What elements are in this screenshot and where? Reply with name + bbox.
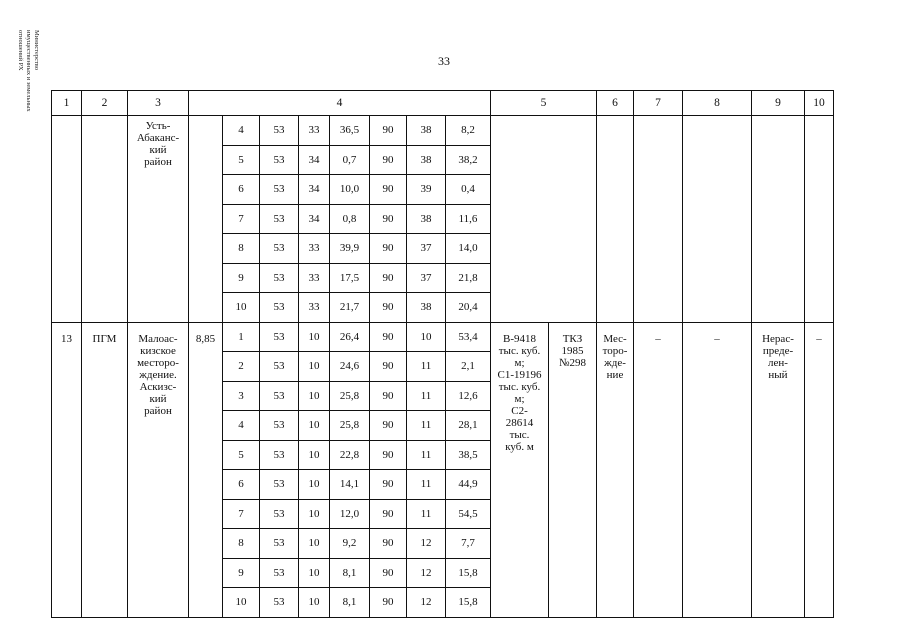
- empty-cell: [634, 116, 683, 323]
- coord-cell: 5: [223, 440, 260, 470]
- stamp-line-3: отношений РХ: [17, 30, 24, 71]
- coord-cell: 10: [299, 381, 330, 411]
- coord-cell: 11: [407, 499, 446, 529]
- coord-cell: 1: [223, 322, 260, 352]
- col8-value: –: [683, 322, 752, 617]
- coord-cell: 10: [223, 293, 260, 323]
- stamp-line-2: имущественных и земельных: [25, 30, 32, 112]
- coord-cell: 44,9: [446, 470, 491, 500]
- header-cell: 8: [683, 91, 752, 116]
- coord-cell: 53: [260, 352, 299, 382]
- district-name-line: Усть-: [145, 120, 171, 132]
- table-row: [52, 322, 834, 352]
- coord-cell: 53: [260, 499, 299, 529]
- coord-cell: 17,5: [330, 263, 370, 293]
- license-status: [752, 322, 805, 617]
- deposit-name-line: ждение.: [139, 368, 177, 381]
- reserves-line: тыс. куб.: [498, 380, 541, 393]
- coord-cell: 4: [223, 116, 260, 146]
- header-cell: 10: [805, 91, 834, 116]
- coord-cell: 10: [223, 588, 260, 618]
- coord-cell: 9: [223, 263, 260, 293]
- area-value: 8,85: [189, 322, 223, 617]
- reserves-line: куб. м: [505, 440, 534, 453]
- coord-cell: 90: [370, 175, 407, 205]
- coord-cell: 11: [407, 381, 446, 411]
- coord-cell: 12,0: [330, 499, 370, 529]
- coord-cell: 53: [260, 175, 299, 205]
- reserves: [491, 322, 549, 617]
- coord-cell: 8,2: [446, 116, 491, 146]
- district-name: [128, 116, 189, 323]
- district-name-line: район: [144, 156, 172, 168]
- approval-protocol-line: №298: [559, 356, 586, 369]
- coord-cell: 33: [299, 293, 330, 323]
- side-stamp: [4, 30, 40, 120]
- coord-cell: 8: [223, 529, 260, 559]
- coord-cell: 90: [370, 204, 407, 234]
- coord-cell: 14,0: [446, 234, 491, 264]
- reserves-line: тыс. куб.: [498, 344, 541, 357]
- header-cell: 6: [597, 91, 634, 116]
- empty-cell: [189, 116, 223, 323]
- coord-cell: 11,6: [446, 204, 491, 234]
- coord-cell: 12: [407, 558, 446, 588]
- license-status-line: ный: [768, 368, 788, 381]
- coord-cell: 20,4: [446, 293, 491, 323]
- coord-cell: 7,7: [446, 529, 491, 559]
- header-cell: 9: [752, 91, 805, 116]
- coord-cell: 5: [223, 145, 260, 175]
- coord-cell: 21,7: [330, 293, 370, 323]
- coord-cell: 54,5: [446, 499, 491, 529]
- coord-cell: 53: [260, 411, 299, 441]
- coord-cell: 38: [407, 293, 446, 323]
- coord-cell: 4: [223, 411, 260, 441]
- coord-cell: 37: [407, 263, 446, 293]
- coord-cell: 10: [299, 558, 330, 588]
- object-kind-line: торо-: [602, 344, 628, 357]
- coord-cell: 8,1: [330, 588, 370, 618]
- coord-cell: 34: [299, 204, 330, 234]
- license-status-line: Нерас-: [762, 332, 794, 345]
- coord-cell: 7: [223, 499, 260, 529]
- coord-cell: 10: [299, 440, 330, 470]
- coord-cell: 90: [370, 440, 407, 470]
- approval-protocol-line: ТКЗ: [562, 332, 583, 345]
- coord-cell: 53: [260, 529, 299, 559]
- coord-cell: 53: [260, 293, 299, 323]
- reserves-line: С1-19196: [497, 368, 542, 381]
- license-status-line: преде-: [762, 344, 794, 357]
- header-cell: 3: [128, 91, 189, 116]
- coord-cell: 10: [407, 322, 446, 352]
- license-status-line: лен-: [768, 356, 788, 369]
- coord-cell: 37: [407, 234, 446, 264]
- reserves-line: м;: [514, 392, 525, 405]
- coord-cell: 15,8: [446, 558, 491, 588]
- coord-cell: 33: [299, 234, 330, 264]
- coord-cell: 14,1: [330, 470, 370, 500]
- object-kind-line: жде-: [604, 356, 626, 369]
- coord-cell: 28,1: [446, 411, 491, 441]
- reserves-line: С2-: [511, 404, 528, 417]
- header-cell: 4: [189, 91, 491, 116]
- coord-cell: 11: [407, 411, 446, 441]
- coord-cell: 90: [370, 352, 407, 382]
- coord-cell: 0,7: [330, 145, 370, 175]
- coord-cell: 53: [260, 558, 299, 588]
- coord-cell: 34: [299, 145, 330, 175]
- coord-cell: 10: [299, 411, 330, 441]
- coord-cell: 90: [370, 381, 407, 411]
- coord-cell: 22,8: [330, 440, 370, 470]
- coord-cell: 10: [299, 499, 330, 529]
- coord-cell: 53: [260, 263, 299, 293]
- coord-cell: 15,8: [446, 588, 491, 618]
- coord-cell: 90: [370, 263, 407, 293]
- coord-cell: 90: [370, 499, 407, 529]
- empty-cell: [597, 116, 634, 323]
- coord-cell: 26,4: [330, 322, 370, 352]
- coord-cell: 8,1: [330, 558, 370, 588]
- coord-cell: 10: [299, 470, 330, 500]
- coord-cell: 53: [260, 381, 299, 411]
- coord-cell: 53: [260, 588, 299, 618]
- coord-cell: 90: [370, 588, 407, 618]
- coord-cell: 10: [299, 352, 330, 382]
- coord-cell: 38: [407, 116, 446, 146]
- header-cell: 5: [491, 91, 597, 116]
- coord-cell: 12: [407, 529, 446, 559]
- coord-cell: 53: [260, 145, 299, 175]
- coord-cell: 25,8: [330, 381, 370, 411]
- deposit-name: [128, 322, 189, 617]
- coord-cell: 12,6: [446, 381, 491, 411]
- coord-cell: 39: [407, 175, 446, 205]
- coord-cell: 21,8: [446, 263, 491, 293]
- header-cell: 1: [52, 91, 82, 116]
- coord-cell: 53: [260, 204, 299, 234]
- empty-cell: [752, 116, 805, 323]
- coord-cell: 34: [299, 175, 330, 205]
- coord-cell: 90: [370, 558, 407, 588]
- deposit-name-line: район: [144, 404, 172, 417]
- object-kind: [597, 322, 634, 617]
- coord-cell: 6: [223, 175, 260, 205]
- coord-cell: 0,4: [446, 175, 491, 205]
- deposit-name-line: кий: [149, 392, 167, 405]
- coord-cell: 53: [260, 116, 299, 146]
- coord-cell: 38,2: [446, 145, 491, 175]
- coord-cell: 8: [223, 234, 260, 264]
- empty-cell: [683, 116, 752, 323]
- header-row: [52, 91, 834, 116]
- reserves-line: 28614: [505, 416, 534, 429]
- header-cell: 2: [82, 91, 128, 116]
- table-row: [52, 116, 834, 146]
- coord-cell: 90: [370, 145, 407, 175]
- coord-cell: 36,5: [330, 116, 370, 146]
- coord-cell: 53: [260, 440, 299, 470]
- coord-cell: 11: [407, 352, 446, 382]
- section-maloaskiz: [52, 322, 834, 617]
- reserves-line: тыс.: [509, 428, 530, 441]
- object-kind-line: Мес-: [603, 332, 627, 345]
- coord-cell: 38,5: [446, 440, 491, 470]
- coord-cell: 6: [223, 470, 260, 500]
- deposit-name-line: Аскизс-: [139, 380, 177, 393]
- deposit-name-line: месторо-: [137, 356, 179, 369]
- coord-cell: 53: [260, 470, 299, 500]
- district-name-line: кий: [149, 144, 167, 156]
- coord-cell: 10: [299, 322, 330, 352]
- header-cell: 7: [634, 91, 683, 116]
- empty-cell: [491, 116, 597, 323]
- coord-cell: 2: [223, 352, 260, 382]
- coord-cell: 38: [407, 145, 446, 175]
- coord-cell: 53,4: [446, 322, 491, 352]
- coord-cell: 11: [407, 470, 446, 500]
- deposit-name-line: Малоас-: [138, 332, 178, 345]
- coord-cell: 25,8: [330, 411, 370, 441]
- coord-cell: 90: [370, 234, 407, 264]
- coord-cell: 7: [223, 204, 260, 234]
- coord-cell: 38: [407, 204, 446, 234]
- coord-cell: 33: [299, 263, 330, 293]
- object-number: 13: [52, 322, 82, 617]
- page-number: 33: [438, 54, 450, 68]
- approval-protocol-line: 1985: [561, 344, 584, 357]
- district-name-line: Абаканс-: [136, 132, 180, 144]
- coord-cell: 53: [260, 322, 299, 352]
- section-ust-abakan: [52, 116, 834, 323]
- coord-cell: 10,0: [330, 175, 370, 205]
- reserves-line: м;: [514, 356, 525, 369]
- col7-value: –: [634, 322, 683, 617]
- coord-cell: 9,2: [330, 529, 370, 559]
- approval-protocol: [549, 322, 597, 617]
- empty-cell: [805, 116, 834, 323]
- coord-cell: 53: [260, 234, 299, 264]
- coord-cell: 90: [370, 293, 407, 323]
- coord-cell: 9: [223, 558, 260, 588]
- deposit-name-line: кизское: [140, 344, 176, 357]
- coord-cell: 0,8: [330, 204, 370, 234]
- object-kind-line: ние: [606, 368, 624, 381]
- coord-cell: 90: [370, 411, 407, 441]
- coord-cell: 90: [370, 470, 407, 500]
- coord-cell: 10: [299, 588, 330, 618]
- empty-cell: [52, 116, 82, 323]
- coord-cell: 24,6: [330, 352, 370, 382]
- coord-cell: 12: [407, 588, 446, 618]
- coord-cell: 3: [223, 381, 260, 411]
- coord-cell: 90: [370, 322, 407, 352]
- coord-cell: 90: [370, 116, 407, 146]
- coord-cell: 10: [299, 529, 330, 559]
- empty-cell: [82, 116, 128, 323]
- coord-cell: 11: [407, 440, 446, 470]
- col10-value: –: [805, 322, 834, 617]
- stamp-line-1: Министерство: [33, 30, 40, 71]
- coordinates-table: [51, 90, 834, 618]
- coord-cell: 90: [370, 529, 407, 559]
- coord-cell: 39,9: [330, 234, 370, 264]
- coord-cell: 2,1: [446, 352, 491, 382]
- reserves-line: В-9418: [503, 332, 536, 345]
- mineral-type: ПГМ: [82, 322, 128, 617]
- coord-cell: 33: [299, 116, 330, 146]
